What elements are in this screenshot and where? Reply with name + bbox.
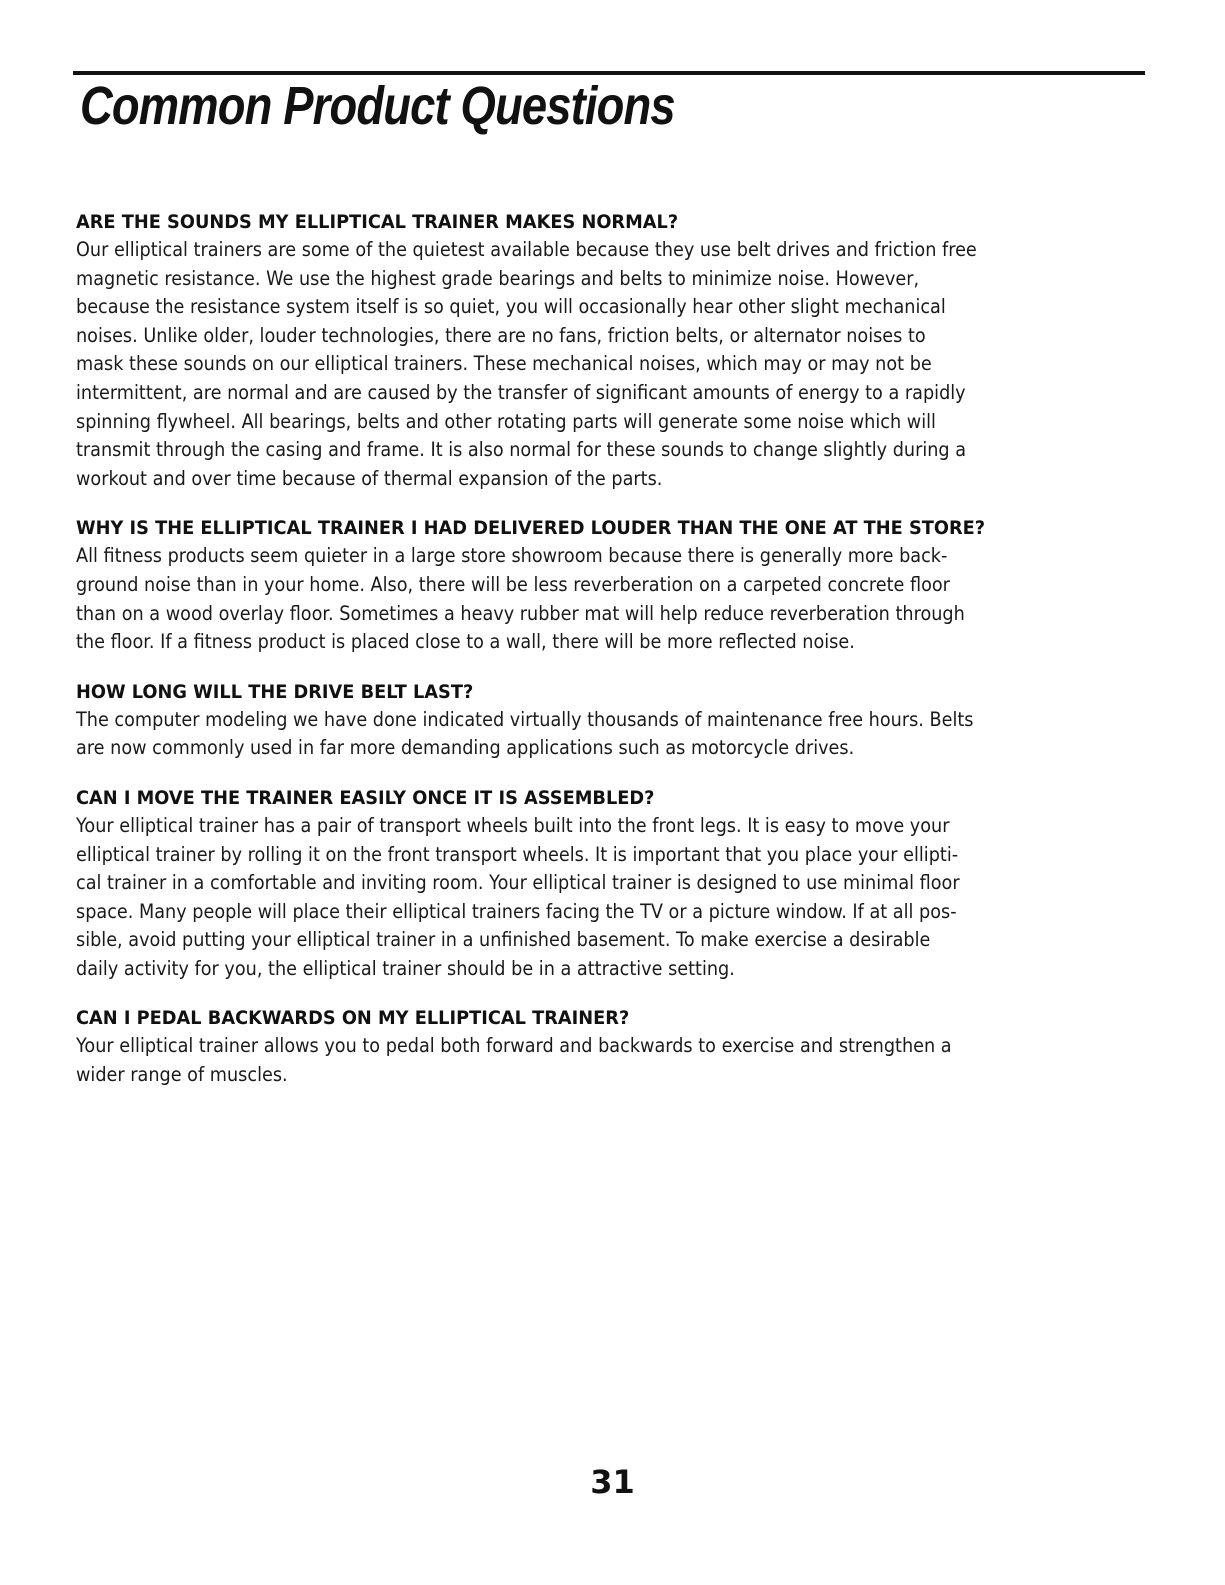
answer-line: space. Many people will place their elliptical trainers facing the TV or a picture window. If at all pos- xyxy=(76,899,957,923)
answer-line: mask these sounds on our elliptical trainers. These mechanical noises, which may or may not be xyxy=(76,352,932,376)
answer-line: intermittent, are normal and are caused by the transfer of significant amounts of energy to a rapidly xyxy=(76,380,966,404)
faq-answer xyxy=(76,1032,1156,1089)
answer-line: than on a wood overlay floor. Sometimes a heavy rubber mat will help reduce reverberation through xyxy=(76,601,965,625)
faq-list xyxy=(76,208,1156,1111)
answer-line: noises. Unlike older, louder technologies, there are no fans, friction belts, or alternator noises to xyxy=(76,323,926,347)
answer-line: Our elliptical trainers are some of the quietest available because they use belt drives and friction free xyxy=(76,238,977,261)
answer-line: the floor. If a fitness product is placed close to a wall, there will be more reflected noise. xyxy=(76,630,855,654)
faq-item-louder-than-store xyxy=(76,514,1156,656)
answer-line: Your elliptical trainer has a pair of transport wheels built into the front legs. It is easy to move your xyxy=(76,813,950,837)
page-title: Common Product Questions xyxy=(80,76,675,136)
answer-line: daily activity for you, the elliptical trainer should be in a attractive setting. xyxy=(76,956,735,980)
faq-question: HOW LONG WILL THE DRIVE BELT LAST? xyxy=(76,680,474,703)
faq-question: ARE THE SOUNDS MY ELLIPTICAL TRAINER MAKES NORMAL? xyxy=(76,211,679,233)
answer-line: workout and over time because of thermal expansion of the parts. xyxy=(76,466,663,490)
answer-line: elliptical trainer by rolling it on the front transport wheels. It is important that you place your ellipti- xyxy=(76,842,959,866)
answer-line: The computer modeling we have done indicated virtually thousands of maintenance free hours. Belts xyxy=(76,707,974,731)
faq-question: WHY IS THE ELLIPTICAL TRAINER I HAD DELIVERED LOUDER THAN THE ONE AT THE STORE? xyxy=(76,517,986,540)
faq-item-drive-belt xyxy=(76,678,1156,763)
answer-line: transmit through the casing and frame. It is also normal for these sounds to change slightly during a xyxy=(76,438,967,462)
page-number: 31 xyxy=(590,1463,635,1501)
answer-line: All fitness products seem quieter in a large store showroom because there is generally more back- xyxy=(76,544,948,568)
answer-line: sible, avoid putting your elliptical trainer in a unfinished basement. To make exercise a desirable xyxy=(76,928,931,952)
faq-item-pedal-backwards xyxy=(76,1004,1156,1089)
faq-answer xyxy=(76,812,1156,984)
answer-line: ground noise than in your home. Also, there will be less reverberation on a carpeted concrete floor xyxy=(76,572,950,596)
answer-line: wider range of muscles. xyxy=(76,1063,288,1087)
faq-question: CAN I MOVE THE TRAINER EASILY ONCE IT IS ASSEMBLED? xyxy=(76,786,655,809)
faq-answer xyxy=(76,706,1156,763)
answer-line: magnetic resistance. We use the highest grade bearings and belts to minimize noise. However, xyxy=(76,266,920,290)
faq-item-sounds-normal xyxy=(76,208,1156,493)
answer-line: are now commonly used in far more demanding applications such as motorcycle drives. xyxy=(76,736,855,760)
answer-line: Your elliptical trainer allows you to pedal both forward and backwards to exercise and strengthen a xyxy=(76,1034,952,1058)
faq-answer xyxy=(76,542,1156,656)
faq-answer xyxy=(76,236,1156,493)
faq-question: CAN I PEDAL BACKWARDS ON MY ELLIPTICAL TRAINER? xyxy=(76,1007,630,1030)
answer-line: because the resistance system itself is so quiet, you will occasionally hear other slight mechanical xyxy=(76,295,946,319)
answer-line: spinning flywheel. All bearings, belts and other rotating parts will generate some noise which will xyxy=(76,409,936,433)
faq-item-move-trainer xyxy=(76,784,1156,984)
answer-line: cal trainer in a comfortable and inviting room. Your elliptical trainer is designed to use minimal floor xyxy=(76,871,960,895)
